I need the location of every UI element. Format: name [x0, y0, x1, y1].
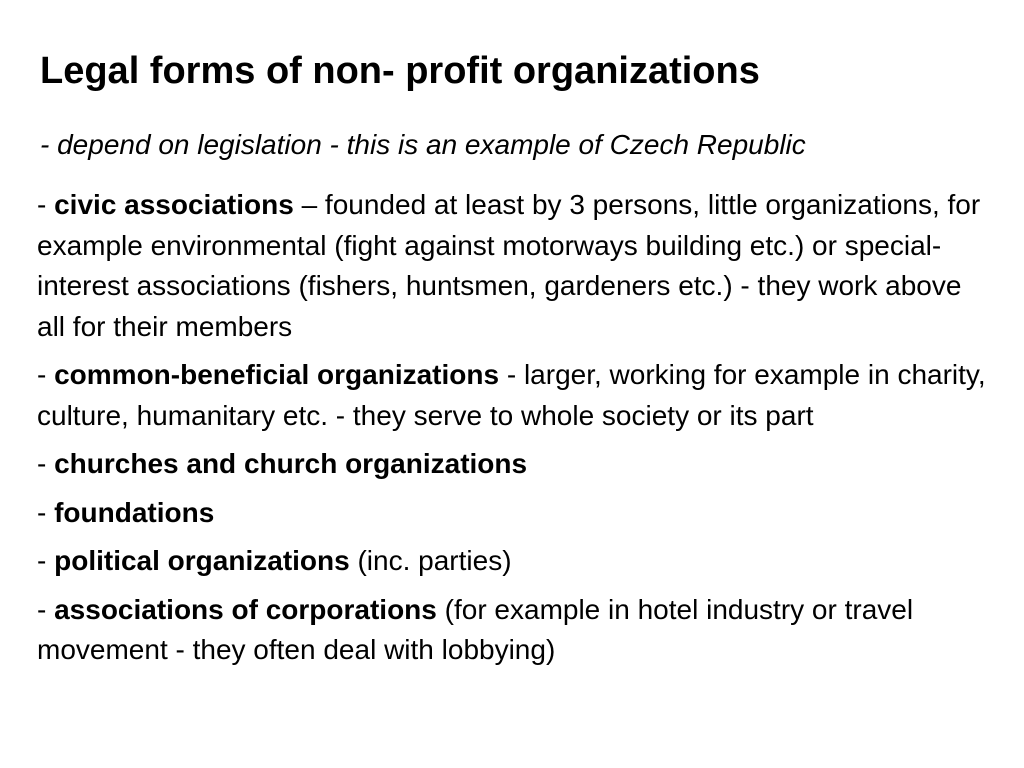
- item-dash: -: [37, 448, 55, 479]
- list-item-associations-of-corporations: [37, 590, 987, 671]
- list-item-civic-associations: [37, 185, 987, 347]
- item-term: associations of corporations: [54, 593, 437, 625]
- item-term: churches and church organizations: [54, 448, 528, 479]
- slide-subtitle: - depend on legislation - this is an example of Czech Republic: [40, 129, 806, 160]
- item-dash: -: [37, 496, 55, 528]
- slide-title: Legal forms of non- profit organizations: [40, 50, 760, 92]
- item-term: foundations: [54, 496, 215, 528]
- list-item-foundations: [37, 493, 987, 534]
- list-item-churches: [37, 444, 987, 485]
- item-term: political organizations: [54, 545, 350, 576]
- item-dash: -: [37, 189, 55, 220]
- item-description: (inc. parties): [349, 545, 512, 576]
- item-dash: -: [37, 359, 55, 390]
- list-item-political-organizations: [37, 541, 987, 582]
- item-description: - larger, working for example in charity, culture, humanitary etc. - they serve to whole society or its part: [37, 359, 986, 431]
- list-item-common-beneficial-organizations: [37, 355, 987, 436]
- item-description: (for example in hotel industry or travel movement - they often deal with lobbying): [37, 593, 914, 665]
- item-dash: -: [37, 593, 55, 625]
- item-description: – founded at least by 3 persons, little organizations, for example environmental (fight against motorways building etc.) or special-interest associations (fishers, huntsmen, gardeners etc.) - they work above all for their members: [37, 189, 981, 342]
- item-dash: -: [37, 545, 55, 576]
- item-term: common-beneficial organizations: [54, 359, 500, 390]
- organization-forms-list: [37, 185, 987, 671]
- item-term: civic associations: [54, 189, 294, 220]
